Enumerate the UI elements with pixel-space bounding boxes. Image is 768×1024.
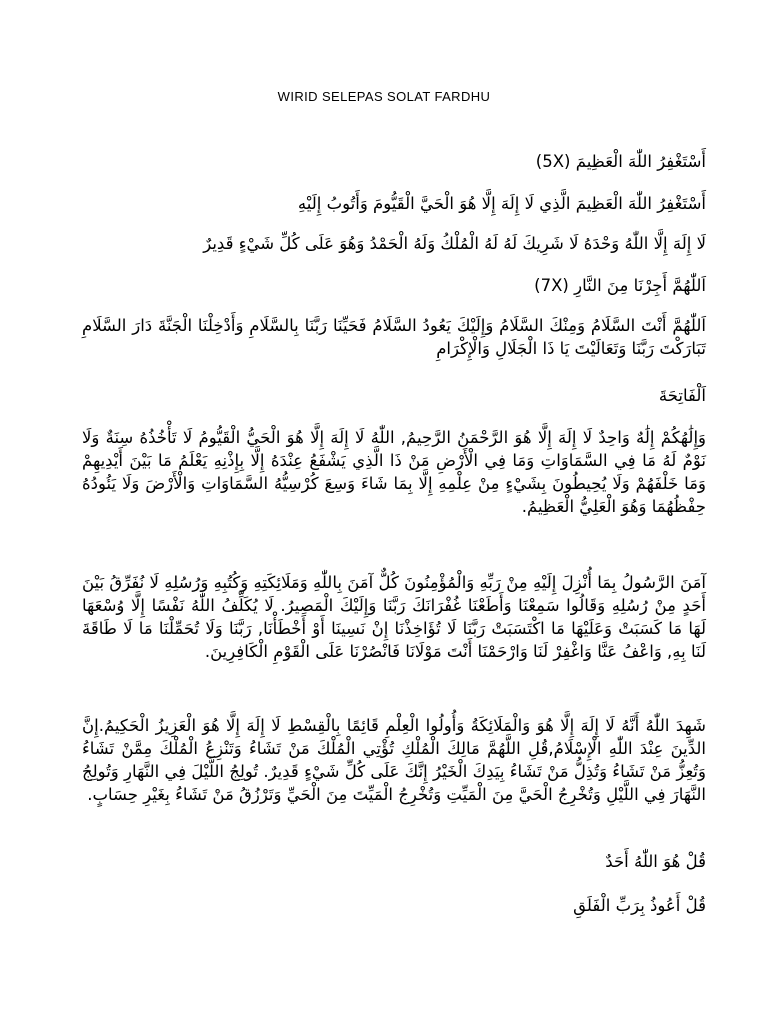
- amanar-rasul-paragraph: آمَنَ الرَّسُولُ بِمَا أُنْزِلَ إِلَيْهِ مِنْ رَبِّهِ وَالْمُؤْمِنُونَ كُلٌّ آمَنَ بِاللّٰهِ وَمَلَائِكَتِهِ وَكُتُبِهِ وَرُسُلِهِ لَا نُفَرِّقُ بَيْنَ أَحَدٍ مِنْ رُسُلِهِ وَقَالُوا سَمِعْنَا وَأَطَعْنَا غُفْرَانَكَ رَبَّنَا وَإِلَيْكَ الْمَصِيرُ. لَا يُكَلِّفُ اللّٰهُ نَفْسًا إِلَّا وُسْعَهَا لَهَا مَا كَسَبَتْ وَعَلَيْهَا مَا اكْتَسَبَتْ رَبَّنَا لَا تُؤَاخِذْنَا إِنْ نَسِينَا أَوْ أَخْطَأْنَا, رَبَّنَا وَلَا تُحَمِّلْنَا مَا لَا طَاقَةَ لَنَا بِهِ, وَاعْفُ عَنَّا وَاغْفِرْ لَنَا وَارْحَمْنَا أَنْتَ مَوْلَانَا فَانْصُرْنَا عَلَى الْقَوْمِ الْكَافِرِينَ.: [82, 573, 706, 661]
- page-title: WIRID SELEPAS SOLAT FARDHU: [277, 89, 491, 104]
- istighfar-full-line: أَسْتَغْفِرُ اللّٰهَ الْعَظِيمَ الَّذِي لَا إِلَهَ إِلَّا هُوَ الْحَيَّ الْقَيُّومَ وَأَتُوبُ إِلَيْهِ: [297, 194, 706, 213]
- ayat-kursi-paragraph: وَإِلَٰهُكُمْ إِلَٰهٌ وَاحِدٌ لَا إِلَهَ إِلَّا هُوَ الرَّحْمَنُ الرَّحِيمُ, اللّٰهُ لَا إِلَهَ إِلَّا هُوَ الْحَيُّ الْقَيُّومُ لَا تَأْخُذُهُ سِنَةٌ وَلَا نَوْمٌ لَهُ مَا فِي السَّمَاوَاتِ وَمَا فِي الْأَرْضِ مَنْ ذَا الَّذِي يَشْفَعُ عِنْدَهُ إِلَّا بِإِذْنِهِ يَعْلَمُ مَا بَيْنَ أَيْدِيهِمْ وَمَا خَلْفَهُمْ وَلَا يُحِيطُونَ بِشَيْءٍ مِنْ عِلْمِهِ إِلَّا بِمَا شَاءَ وَسِعَ كُرْسِيُّهُ السَّمَاوَاتِ وَالْأَرْضَ وَلَا يَئُودُهُ حِفْظُهُمَا وَهُوَ الْعَلِيُّ الْعَظِيمُ.: [82, 428, 706, 516]
- fatihah-line: اَلْفَاتِحَةَ: [658, 386, 706, 405]
- syahidallah-paragraph: شَهِدَ اللّٰهُ أَنَّهُ لَا إِلَهَ إِلَّا هُوَ وَالْمَلَائِكَةُ وَأُولُوا الْعِلْمِ قَائِمًا بِالْقِسْطِ لَا إِلَهَ إِلَّا هُوَ الْعَزِيزُ الْحَكِيمُ.إِنَّ الدِّينَ عِنْدَ اللّٰهِ الْإِسْلَامُ,قُلِ اللَّهُمَّ مَالِكَ الْمُلْكِ تُؤْتِي الْمُلْكَ مَنْ تَشَاءُ وَتَنْزِعُ الْمُلْكَ مِمَّنْ تَشَاءُ وَتُعِزُّ مَنْ تَشَاءُ وَتُذِلُّ مَنْ تَشَاءُ بِيَدِكَ الْخَيْرُ إِنَّكَ عَلَى كُلِّ شَيْءٍ قَدِيرٌ. تُولِجُ اللَّيْلَ فِي النَّهَارِ وَتُولِجُ النَّهَارَ فِي اللَّيْلِ وَتُخْرِجُ الْحَيَّ مِنَ الْمَيِّتِ وَتُخْرِجُ الْمَيِّتَ مِنَ الْحَيِّ وَتَرْزُقُ مَنْ تَشَاءُ بِغَيْرِ حِسَابٍ.: [82, 716, 706, 804]
- salam-paragraph: اَللّٰهُمَّ أَنْتَ السَّلَامُ وَمِنْكَ السَّلَامُ وَإِلَيْكَ يَعُودُ السَّلَامُ فَحَيِّنَا رَبَّنَا بِالسَّلَامِ وَأَدْخِلْنَا الْجَنَّةَ دَارَ السَّلَامِ تَبَارَكْتَ رَبَّنَا وَتَعَالَيْتَ يَا ذَا الْجَلَالِ وَالْإِكْرَامِ: [82, 316, 706, 358]
- istighfar-line: أَسْتَغْفِرُ اللّٰهَ الْعَظِيمَ (5X): [535, 152, 706, 171]
- al-ikhlas-line: قُلْ هُوَ اللّٰهُ أَحَدٌ: [605, 852, 706, 871]
- al-falaq-line: قُلْ أَعُوذُ بِرَبِّ الْفَلَقِ: [573, 896, 706, 915]
- tahlil-line: لَا إِلَهَ إِلَّا اللّٰهُ وَحْدَهُ لَا شَرِيكَ لَهُ لَهُ الْمُلْكُ وَلَهُ الْحَمْدُ وَهُوَ عَلَى كُلِّ شَيْءٍ قَدِيرٌ: [203, 234, 706, 253]
- ajirna-line: اَللّٰهُمَّ أَجِرْنَا مِنَ النَّارِ (7X): [534, 276, 706, 295]
